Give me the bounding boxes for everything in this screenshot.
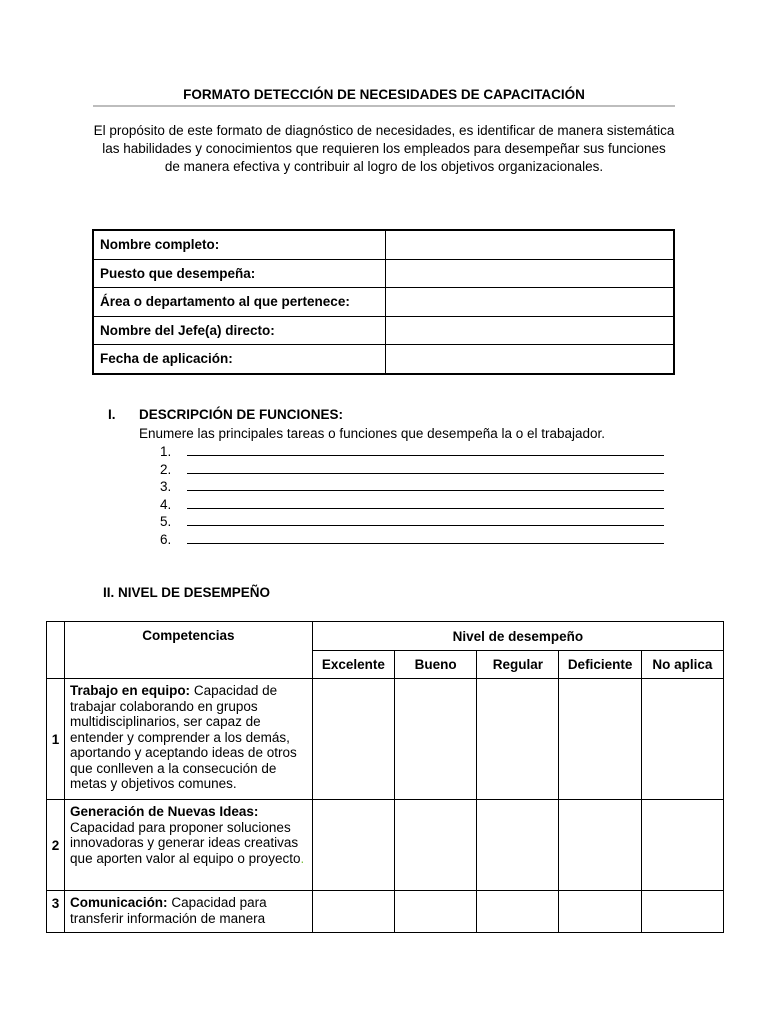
competency-name: Comunicación: [70,895,168,910]
level-header: No aplica [641,651,723,679]
info-label: Área o departamento al que pertenece: [93,288,386,317]
list-item[interactable] [160,462,180,480]
function-list [160,444,180,549]
competency-table [46,621,724,933]
answer-line [187,490,664,491]
list-item[interactable] [160,532,180,550]
table-row [47,891,724,933]
answer-line [187,543,664,544]
table-header-row [47,622,724,651]
list-item-number: 1. [160,444,172,459]
info-value-field[interactable] [386,230,675,259]
document-title: FORMATO DETECCIÓN DE NECESIDADES DE CAPACITACIÓN [183,87,585,102]
rating-cell-excelente[interactable] [312,800,394,891]
answer-line [187,508,664,509]
rating-cell-deficiente[interactable] [559,800,641,891]
competency-text: Capacidad para proponer soluciones innovadoras y generar ideas creativas que aporten valor al equipo o proyecto [70,819,301,866]
list-item-number: 6. [160,531,172,547]
intro-paragraph: El propósito de este formato de diagnóstico de necesidades, es identificar de manera sistemática las habilidades y conocimientos que requieren los empleados para desempeñar sus funciones de manera efectiva y contribuir al logro de los objetivos organizacionales. [93,123,675,174]
competency-description [65,679,313,800]
competency-description [65,891,313,933]
rating-cell-bueno[interactable] [395,800,477,891]
rating-cell-deficiente[interactable] [559,679,641,800]
info-value-field[interactable] [386,345,675,374]
section1-number: I. [108,407,116,422]
competency-text: Capacidad de trabajar colaborando en grupos multidisciplinarios, ser capaz de entender y comprender a los demás, aportando y aceptando ideas de otros que conlleven a la consecución de metas y objetivos comunes. [70,683,297,791]
competency-text: Capacidad para transferir información de manera [70,895,267,926]
answer-line [187,455,664,456]
row-number: 2 [47,800,65,891]
cursor-mark: . [300,850,305,866]
info-label: Puesto que desempeña: [93,259,386,288]
section1-title: DESCRIPCIÓN DE FUNCIONES: [139,407,344,422]
rating-cell-no-aplica[interactable] [641,891,723,933]
info-row [93,345,674,374]
info-row [93,259,674,288]
rating-cell-regular[interactable] [477,679,559,800]
info-value-field[interactable] [386,316,675,345]
rating-cell-regular[interactable] [477,800,559,891]
list-item[interactable] [160,514,180,532]
rating-cell-regular[interactable] [477,891,559,933]
section2-heading: II. NIVEL DE DESEMPEÑO [103,585,271,600]
title-divider [93,105,675,107]
list-item[interactable] [160,444,180,462]
info-label: Nombre completo: [93,230,386,259]
list-item-number: 4. [160,496,172,512]
info-row [93,288,674,317]
rating-cell-excelente[interactable] [312,679,394,800]
header-number-cell [47,622,65,679]
section1-instruction: Enumere las principales tareas o funciones que desempeña la o el trabajador. [139,426,606,441]
info-label: Fecha de aplicación: [93,345,386,374]
level-header: Deficiente [559,651,641,679]
level-header: Excelente [312,651,394,679]
rating-cell-deficiente[interactable] [559,891,641,933]
rating-cell-no-aplica[interactable] [641,679,723,800]
competency-name: Generación de Nuevas Ideas: [70,804,259,819]
rating-cell-bueno[interactable] [395,891,477,933]
level-header: Regular [477,651,559,679]
list-item-number: 5. [160,514,172,529]
list-item[interactable] [160,479,180,497]
section1-heading [108,407,343,422]
list-item-number: 3. [160,479,172,494]
answer-line [187,525,664,526]
info-row [93,316,674,345]
rating-cell-bueno[interactable] [395,679,477,800]
list-item[interactable] [160,497,180,515]
answer-line [187,473,664,474]
table-row [47,800,724,891]
info-row [93,230,674,259]
row-number: 1 [47,679,65,800]
competency-name: Trabajo en equipo: [70,683,191,698]
table-row [47,679,724,800]
row-number: 3 [47,891,65,933]
info-label: Nombre del Jefe(a) directo: [93,316,386,345]
employee-info-table [92,229,675,375]
info-value-field[interactable] [386,259,675,288]
header-nivel: Nivel de desempeño [312,622,723,651]
list-item-number: 2. [160,461,172,477]
rating-cell-no-aplica[interactable] [641,800,723,891]
rating-cell-excelente[interactable] [312,891,394,933]
header-competencias: Competencias [65,622,313,679]
level-header: Bueno [395,651,477,679]
competency-description [65,800,313,891]
info-value-field[interactable] [386,288,675,317]
